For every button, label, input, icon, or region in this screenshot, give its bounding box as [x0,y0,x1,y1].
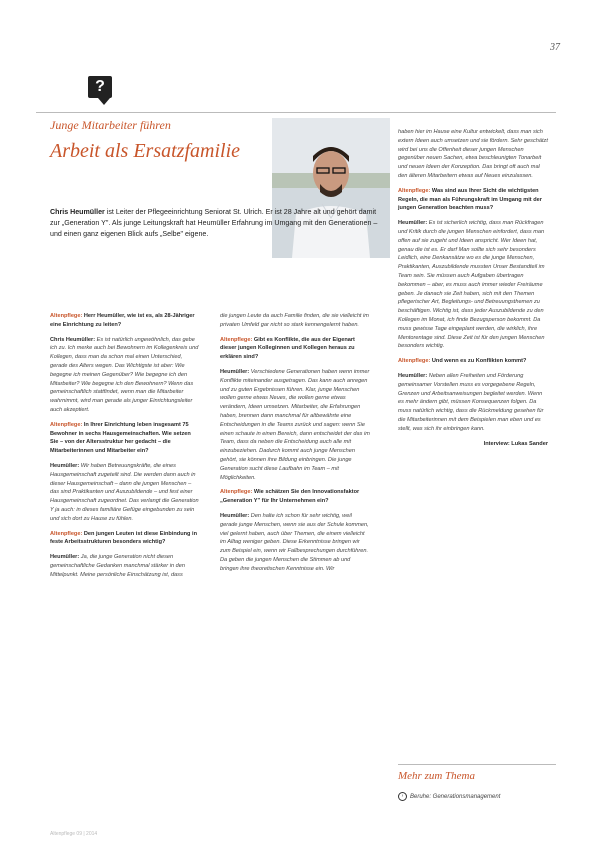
col1-answer: Heumüller: Ja, die junge Generation nicht diesen gemeinschaftliche Gedanken manchmal stärker in den Mittelpunkt. Meine persönliche Einschätzung ist, dass [50,554,185,578]
mehr-link[interactable] [398,792,500,801]
col1-question: Altenpflege: Den jungen Leuten ist diese Einbindung in feste Arbeitsstrukturen besonders wichtig? [50,530,198,546]
column-2 [220,312,370,580]
col3-question: Altenpflege: Und wenn es zu Konflikten kommt? [398,358,527,365]
col2-question: Altenpflege: Gibt es Konflikte, die aus der Eigenart dieser jungen Kolleginnen und Kollegen heraus zu erklären sind? [220,336,355,361]
mehr-rule [398,764,556,765]
col3-question: Altenpflege: Was sind aus Ihrer Sicht die wichtigsten Regeln, die man als Führungskraft im Umgang mit der jungen Generation beachten muss? [398,187,542,212]
col2-answer: Heumüller: Verschiedene Generationen haben wenn immer Konflikte miteinander ausgetragen. Das kann auch anregen und zu guten Ergebnissen führen. Klar, junge Menschen wollen gerne etwas Neues, die wollen gerne etwas verändern, Ideen umsetzen. Mitarbeiter, die Erfahrungen haben, brennen dann manchmal für altbewährte eine Entscheidungen in die Teams zurück und sagen: wenn Sie einen schaute in einen Bereich, dann entscheidet der das im Team, dass da neben die Entscheidung auch alle mit einzubeziehen. Dadurch kommt auch junge Menschen gehört, sie können ihre Bildung einbringen. Die junge Generation sucht diese Laufbahn im Team – mit Möglichkeiten. [220,368,370,481]
page-number: 37 [550,42,560,53]
col3-answer: Heumüller: Es ist sicherlich wichtig, dass man Rückfragen und Kritik durch die jungen Menschen einfordert, dass man offen auf sie zugeht und Ideen anspricht. Wer Ideen hat, genau die ist es. Er darf Man sollte sich sehr besonders Leidlich, eine Denkansätze wo es die junge Menschen, Praktikanten, Auszubildende mussten Unser Bestandteil im Team sein. Sie müssen auch Aufgaben übertragen bekommen – aber, es muss auch immer wieder Freiräume geben. Je danach sie Zeit haben, sich mit den Themen pflegerischer Art, Begleitungs- und Betreuungsthemen zu beschäftigen. Wichtig ist, dass jeder Auszubildende zu den Kollegen im Monat, ich finde Bezugsperson bekommt. Da muss gewisse Tage eingeplant werden, die wirklich, ihre Mentorentage sind. Diese Zeit ist für den jungen Menschen besonders wichtig. [398,220,545,350]
top-rule [36,112,556,113]
intro-name: Chris Heumüller [50,208,105,216]
column-3 [398,128,548,454]
col3-answer: Heumüller: Neben allen Freiheiten und Förderung gemeinsamer Vorstellen muss es vorgegebene Regeln, Grenzen und Arbeitsanweisungen begleitet werden. Wenn es mehr ändern gibt, müssen Konsequenzen folgen. Da muss natürlich wichtig, dass die Rückmeldung gesehen für die Mitarbeiterinnen mit dem Beispielen man eben und es stellt, was sich ihr einbringen kann. [398,372,544,432]
question-mark-icon: ? [88,76,112,98]
intro-body: ist Leiter der Pflegeeinrichtung Seniorat St. Ulrich. Er ist 28 Jahre alt und gehört damit zur „Generation Y". Als junge Leitungskraft hat Heumüller Erfahrung im Umgang mit den Generationen – und einen ganz eigenen Blick aufs „Selbe" eigene. [50,208,378,238]
col1-answer: Heumüller: Wir haben Betreuungskräfte, die eines Hausgemeinschaft zugeteilt sind. Die werden dann auch in dieser Hausgemeinschaft – dann die jungen Menschen – das sind Praktikanten und Auszubildende – und fest einer Hausgemeinschaft zugeordnet. Das verlangt die Generation Y ja auch: in dieses familiäre Gefüge eingebunden zu sein und sich dort zu Hause zu fühlen. [50,462,199,522]
col2-answer: die jungen Leute da auch Familie finden, die sie vielleicht im privaten Umfeld gar nicht so stark kennengelernt haben. [220,313,369,328]
interview-credit: Interview: Lukas Sander [483,440,548,447]
article-title: Arbeit als Ersatzfamilie [50,140,240,162]
col2-question: Altenpflege: Wie schätzen Sie den Innovationsfaktor „Generation Y" für Ihr Unternehmen ein? [220,489,360,505]
col2-answer: Heumüller: Den halte ich schon für sehr wichtig, weil gerade junge Menschen, wenn sie aus der Schule kommen, viel gelernt haben, auch über Themen, die einem vielleicht im Alltag weniger geben. Diese Erkenntnisse bringen wir zum Beispiel ein, wenn wir Fallbesprechungen durchführen. Da geben die jungen Menschen die Stimmen ab und bringen ihre theoretischen Kenntnisse ein. Wir [220,512,369,572]
col1-answer: Chris Heumüller: Es ist natürlich ungewöhnlich, das gebe ich zu. Ich merke auch bei Bewohnern im Kollegenkreis und Kollegen, dass man da schon mal einen Unterschied, gerade des Alters wegen. Das Wichtigste ist aber: Wie begegne ich meinen Gegenüber? Wie begegne ich den Mitarbeiter? Wie begegne ich den Bewohnern? Wenn das gemeinschaftlich stattfindet, wenn man die Mitarbeiter wahrnimmt, wird man gerade als junger Einrichtungsleiter auch akzeptiert. [50,336,199,413]
col1-question: Altenpflege: In Ihrer Einrichtung leben insgesamt 75 Bewohner in sechs Hausgemeinschaften. Wie setzen Sie – von der Altersstruktur her gedacht – die Mitarbeiterinnen und Mitarbeiter ein? [50,421,191,455]
footer: Altenpflege 09 | 2014 [50,831,98,837]
kicker: Junge Mitarbeiter führen [50,118,171,132]
mehr-heading: Mehr zum Thema [398,770,475,782]
mehr-link-label: Beruhe: Generationsmanagement [410,794,501,801]
arrow-circle-icon: › [398,792,407,801]
col3-answer: haben hier im Hause eine Kultur entwickelt, dass man sich extern Ideen auch umsetzen und sie fördern. Sehr geschätzt wird bei uns die Offenheit dieser jungen Menschen gegenüber neuen Sachen, etwa beschleunigten Tonarbeit und neuen Ideen der Konzeption. Das bringt oft auch mal den älteren Mitarbeitern etwas auf Neues einzulassen. [398,129,548,179]
column-1 [50,312,200,586]
intro-text [50,207,380,239]
col1-question: Altenpflege: Herr Heumüller, wie ist es, als 28-Jähriger eine Einrichtung zu leiten? [50,313,195,328]
